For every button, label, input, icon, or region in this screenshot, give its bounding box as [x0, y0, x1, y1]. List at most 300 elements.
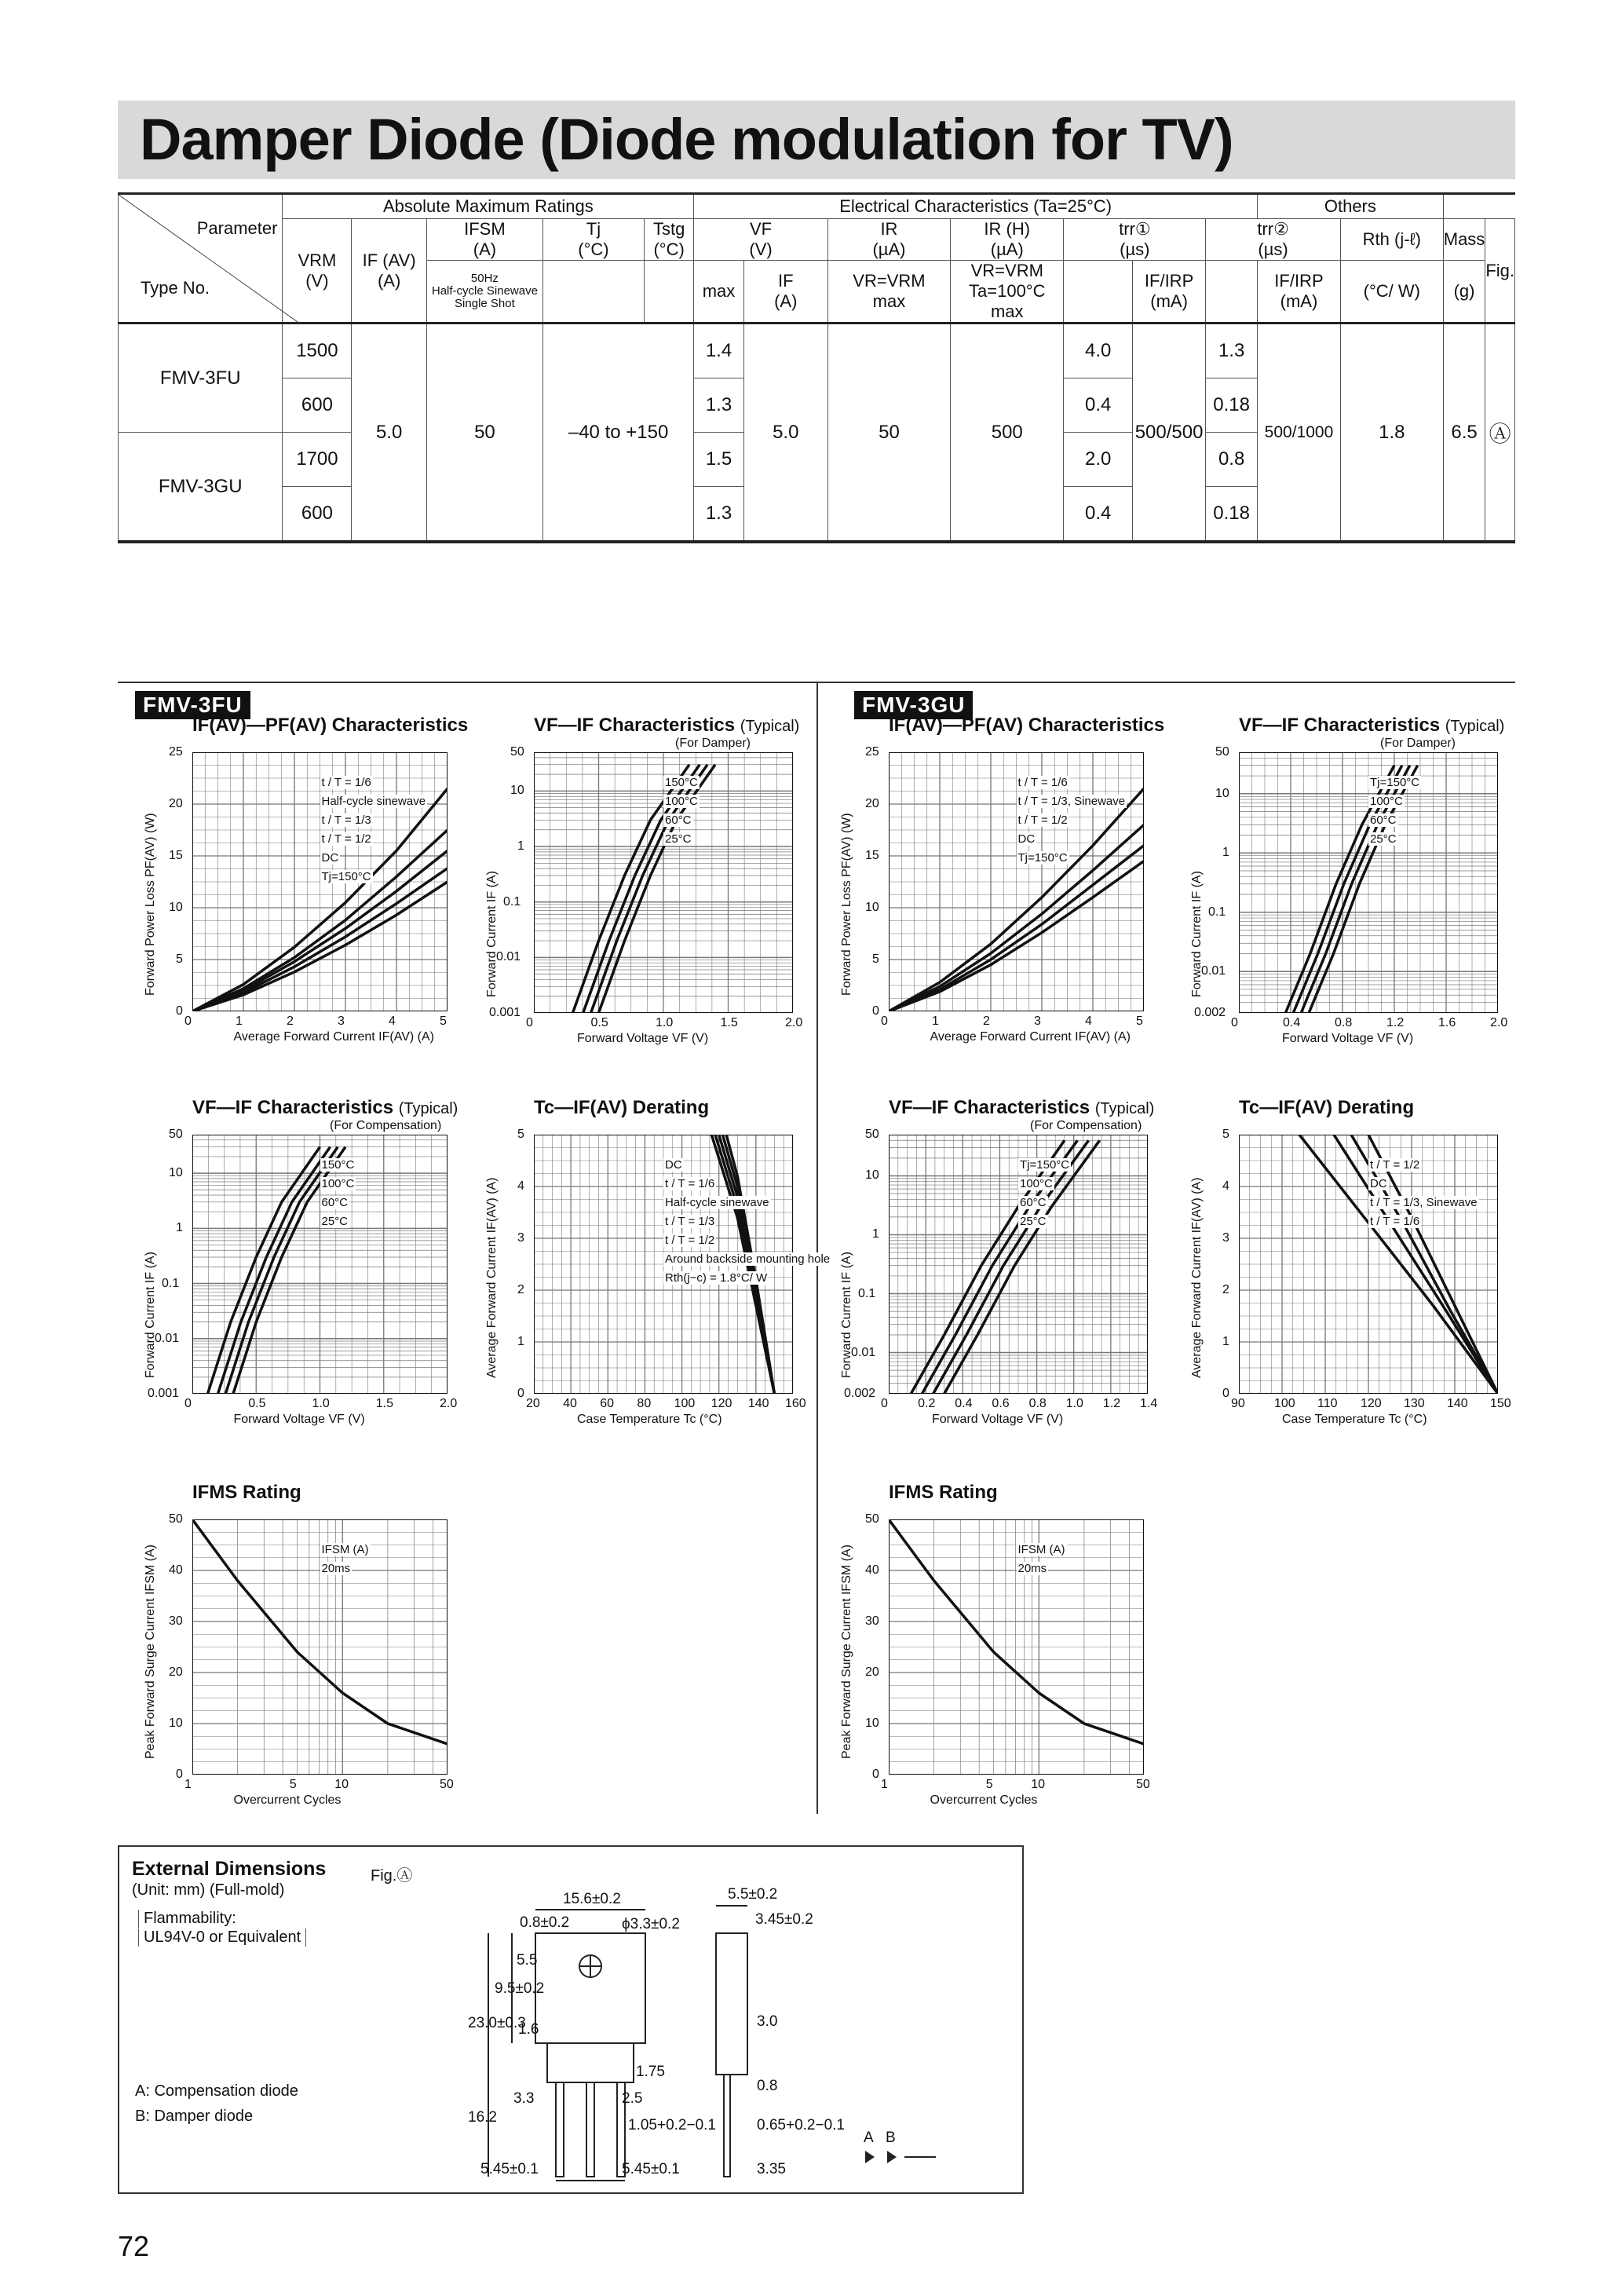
x-axis-label: Forward Voltage VF (V) [1282, 1032, 1414, 1045]
y-tick-label: 20 [865, 797, 879, 810]
y-tick-label: 0.001 [489, 1006, 521, 1019]
chart-gu-pf [889, 752, 1144, 1011]
diode-label: A [864, 2130, 874, 2146]
chart-title: IFMS Rating [192, 1482, 301, 1503]
x-tick-label: 0 [184, 1397, 192, 1410]
dim-label: 23.0±0.3 [468, 2015, 526, 2031]
y-tick-label: 50 [169, 1512, 183, 1526]
chart-annotation: 150°C [665, 776, 698, 789]
x-tick-label: 0.2 [918, 1397, 936, 1410]
chart-annotation: Half-cycle sinewave [665, 1196, 769, 1209]
x-tick-label: 0.4 [955, 1397, 973, 1410]
y-tick-label: 50 [510, 745, 524, 759]
dim-label: 3.35 [757, 2161, 786, 2177]
x-tick-label: 1.0 [312, 1397, 330, 1410]
chart-title-suffix: (Typical) [740, 718, 800, 735]
x-tick-label: 40 [563, 1397, 577, 1410]
hdr-irh-cond: VR=VRM Ta=100°C max [951, 261, 1064, 324]
y-tick-label: 4 [517, 1179, 524, 1193]
x-tick-label: 2 [983, 1015, 990, 1028]
dim-label: 3.0 [757, 2013, 778, 2030]
hdr-tj-blank [542, 261, 644, 324]
y-tick-label: 1 [1222, 846, 1229, 860]
y-tick-label: 1 [176, 1221, 183, 1235]
chart-subtitle: (For Damper) [675, 737, 751, 750]
x-axis-label: Case Temperature Tc (°C) [1282, 1413, 1427, 1426]
x-tick-label: 0.8 [1335, 1016, 1353, 1029]
chart-annotation: t / T = 1/2 [1017, 813, 1068, 827]
y-tick-label: 10 [865, 1168, 879, 1183]
y-tick-label: 15 [865, 849, 879, 862]
trr1-cell: 0.4 [1064, 487, 1132, 543]
x-tick-label: 110 [1317, 1397, 1338, 1410]
hdr-ifsm: IFSM (A) [426, 219, 542, 261]
chart-annotation: t / T = 1/6 [1370, 1215, 1420, 1228]
y-tick-label: 0.01 [1201, 964, 1226, 978]
chart-fu-ifsm [192, 1519, 448, 1775]
chart-annotation: 100°C [1370, 795, 1403, 808]
chart-annotation: t / T = 1/6 [665, 1177, 715, 1190]
chart-annotation: IFSM (A) [321, 1543, 369, 1556]
y-tick-label: 50 [169, 1128, 183, 1141]
vrm-cell: 600 [283, 487, 352, 543]
type-cell: FMV-3FU [119, 324, 283, 433]
chart-annotation: t / T = 1/2 [1370, 1158, 1420, 1172]
y-axis-label: Forward Power Loss PF(AV) (W) [840, 813, 853, 996]
chart-gu-ifsm [889, 1519, 1144, 1775]
x-tick-label: 0.8 [1028, 1397, 1047, 1410]
y-tick-label: 0 [517, 1387, 524, 1400]
ir-cell: 50 [827, 324, 950, 543]
ifav-cell: 5.0 [352, 324, 427, 543]
y-tick-label: 50 [865, 1128, 879, 1141]
chart-annotation: Rth(j−c) = 1.8°C/ W [665, 1271, 768, 1285]
chart-title-suffix: (Typical) [1094, 1100, 1155, 1117]
hdr-ifav: IF (AV) (A) [352, 219, 427, 324]
y-tick-label: 5 [872, 952, 879, 966]
x-tick-label: 5 [289, 1778, 297, 1791]
x-tick-label: 120 [1361, 1397, 1382, 1410]
hdr-trr1-blank [1064, 261, 1132, 324]
y-tick-label: 0 [176, 1768, 183, 1781]
y-tick-label: 25 [865, 745, 879, 759]
ext-legend-a: A: Compensation diode [135, 2082, 298, 2100]
x-tick-label: 10 [1031, 1778, 1046, 1791]
chart-annotation: t / T = 1/6 [1017, 776, 1068, 789]
param-type-header [119, 194, 283, 324]
y-tick-label: 0.1 [1208, 905, 1226, 919]
chart-annotation: t / T = 1/3, Sinewave [1017, 795, 1126, 808]
group-abs: Absolute Maximum Ratings [283, 194, 694, 219]
y-axis-label: Forward Current IF (A) [144, 1252, 157, 1378]
y-tick-label: 0.01 [155, 1331, 180, 1345]
x-tick-label: 0.5 [248, 1397, 266, 1410]
header-diagonal [119, 195, 298, 322]
package-lower-body [547, 2043, 634, 2082]
x-axis-label: Forward Voltage VF (V) [233, 1413, 365, 1426]
lead-1 [556, 2082, 564, 2177]
x-axis-label: Overcurrent Cycles [233, 1793, 342, 1807]
y-tick-label: 0.01 [496, 950, 521, 964]
x-tick-label: 0 [526, 1016, 533, 1029]
ext-heading: External Dimensions [132, 1858, 327, 1880]
diode-a-symbol [865, 2151, 875, 2163]
chart-annotation: 100°C [665, 795, 698, 808]
x-tick-label: 4 [1085, 1015, 1092, 1028]
x-tick-label: 1 [184, 1778, 192, 1791]
chart-annotation: 60°C [1370, 813, 1397, 827]
chart-annotation: 100°C [321, 1177, 355, 1190]
vrm-cell: 1700 [283, 433, 352, 487]
x-tick-label: 1 [932, 1015, 939, 1028]
trr1-cell: 4.0 [1064, 324, 1132, 378]
x-tick-label: 2.0 [1490, 1016, 1508, 1029]
chart-annotation: t / T = 1/6 [321, 776, 371, 789]
x-tick-label: 0 [1231, 1016, 1238, 1029]
chart-annotation: 20ms [1017, 1562, 1047, 1575]
spec-table [118, 192, 1515, 543]
x-tick-label: 0.5 [590, 1016, 608, 1029]
hdr-trr2-cond: IF/IRP (mA) [1258, 261, 1341, 324]
dim-label: 1.75 [636, 2064, 665, 2080]
x-tick-label: 1.5 [375, 1397, 393, 1410]
x-tick-label: 90 [1231, 1397, 1245, 1410]
y-tick-label: 25 [169, 745, 183, 759]
chart-annotation: 25°C [1020, 1215, 1047, 1228]
ext-flam2: UL94V-0 or Equivalent [138, 1929, 306, 1947]
chart-annotation: t / T = 1/2 [665, 1234, 715, 1247]
irh-cell: 500 [951, 324, 1064, 543]
x-tick-label: 4 [389, 1015, 396, 1028]
x-tick-label: 5 [440, 1015, 447, 1028]
hdr-mass: Mass [1443, 219, 1485, 261]
x-tick-label: 50 [1136, 1778, 1150, 1791]
x-tick-label: 80 [637, 1397, 652, 1410]
chart-annotation: Tj=150°C [1017, 851, 1068, 865]
chart-title-suffix: (Typical) [398, 1100, 458, 1117]
hdr-rth-unit: (°C/ W) [1340, 261, 1443, 324]
x-axis-label: Forward Voltage VF (V) [577, 1032, 709, 1045]
x-tick-label: 1 [236, 1015, 243, 1028]
y-tick-label: 40 [865, 1563, 879, 1577]
section-tag-gu: FMV-3GU [854, 691, 973, 719]
y-tick-label: 0.002 [844, 1387, 876, 1400]
y-tick-label: 3 [517, 1231, 524, 1245]
dim-label: 5.45±0.1 [622, 2161, 680, 2177]
y-tick-label: 10 [169, 1717, 183, 1730]
hdr-trr2: trr② (µs) [1206, 219, 1341, 261]
x-tick-label: 100 [674, 1397, 696, 1410]
x-tick-label: 160 [785, 1397, 806, 1410]
chart-annotation: 60°C [321, 1196, 349, 1209]
chart-fu-vf2 [192, 1135, 448, 1394]
param-label: Parameter [196, 218, 278, 238]
y-tick-label: 20 [169, 797, 183, 810]
y-tick-label: 40 [169, 1563, 183, 1577]
chart-title: VF—IF Characteristics (Typical) [534, 715, 800, 736]
x-tick-label: 5 [985, 1778, 993, 1791]
hdr-tstg-blank [645, 261, 694, 324]
x-tick-label: 1.0 [656, 1016, 674, 1029]
trr2-cell: 1.3 [1206, 324, 1258, 378]
y-tick-label: 0 [872, 1768, 879, 1781]
x-tick-label: 1 [881, 1778, 888, 1791]
hdr-mass-unit: (g) [1443, 261, 1485, 324]
hdr-vf-if: IF (A) [743, 261, 827, 324]
x-tick-label: 0 [881, 1397, 888, 1410]
chart-annotation: IFSM (A) [1017, 1543, 1065, 1556]
x-tick-label: 1.5 [720, 1016, 738, 1029]
chart-annotation: t / T = 1/3 [321, 813, 371, 827]
ext-fig-label: Fig.Ⓐ [371, 1867, 413, 1885]
x-tick-label: 0 [184, 1015, 192, 1028]
x-tick-label: 0.6 [992, 1397, 1010, 1410]
title-bar [118, 101, 1515, 179]
chart-title: Tc—IF(AV) Derating [1239, 1097, 1415, 1118]
x-tick-label: 20 [526, 1397, 540, 1410]
chart-annotation: 25°C [665, 832, 692, 846]
hdr-vf-max: max [694, 261, 743, 324]
y-axis-label: Peak Forward Surge Current IFSM (A) [840, 1545, 853, 1759]
chart-title-suffix: (Typical) [1445, 718, 1505, 735]
page-number: 72 [118, 2230, 150, 2262]
column-divider [816, 683, 818, 1814]
package-body-side [716, 1933, 747, 2075]
y-tick-label: 10 [865, 1717, 879, 1730]
chart-annotation: 60°C [665, 813, 692, 827]
hdr-trr2-blank [1206, 261, 1258, 324]
y-tick-label: 5 [176, 952, 183, 966]
x-tick-label: 130 [1404, 1397, 1425, 1410]
lead-2 [586, 2082, 594, 2177]
chart-annotation: 25°C [1370, 832, 1397, 846]
x-tick-label: 50 [440, 1778, 454, 1791]
y-tick-label: 0 [176, 1004, 183, 1018]
chart-title: IF(AV)—PF(AV) Characteristics [192, 715, 469, 736]
x-tick-label: 140 [747, 1397, 769, 1410]
y-tick-label: 0.1 [503, 894, 521, 909]
hdr-rth: Rth (j-ℓ) [1340, 219, 1443, 261]
vf-if-cell: 5.0 [743, 324, 827, 543]
chart-annotation: t / T = 1/3, Sinewave [1370, 1196, 1478, 1209]
table-row [119, 324, 1515, 378]
chart-title: IF(AV)—PF(AV) Characteristics [889, 715, 1165, 736]
x-tick-label: 2 [287, 1015, 294, 1028]
chart-subtitle: (For Compensation) [330, 1119, 442, 1132]
y-tick-label: 10 [169, 901, 183, 914]
y-tick-label: 5 [1222, 1128, 1229, 1141]
chart-annotation: DC [321, 851, 339, 865]
y-tick-label: 3 [1222, 1231, 1229, 1245]
chart-title: Tc—IF(AV) Derating [534, 1097, 710, 1118]
hdr-ifsm-note: 50Hz Half-cycle Sinewave Single Shot [426, 261, 542, 324]
vf-cell: 1.3 [694, 378, 743, 433]
trr2-cond-cell: 500/1000 [1258, 324, 1341, 543]
chart-title: VF—IF Characteristics (Typical) [1239, 715, 1505, 736]
y-axis-label: Average Forward Current IF(AV) (A) [485, 1177, 499, 1378]
vrm-cell: 600 [283, 378, 352, 433]
x-tick-label: 3 [338, 1015, 345, 1028]
x-tick-label: 2.0 [440, 1397, 458, 1410]
dim-label: 0.8±0.2 [520, 1914, 570, 1931]
y-tick-label: 0.1 [162, 1276, 180, 1290]
chart-subtitle: (For Damper) [1380, 737, 1456, 750]
package-drawing [119, 1847, 1022, 2192]
chart-annotation: Tj=150°C [321, 870, 371, 883]
dim-label: 2.5 [622, 2090, 643, 2107]
hdr-fig: Fig. [1485, 219, 1515, 324]
y-axis-label: Peak Forward Surge Current IFSM (A) [144, 1545, 157, 1759]
y-axis-label: Forward Power Loss PF(AV) (W) [144, 813, 157, 996]
rth-cell: 1.8 [1340, 324, 1443, 543]
chart-title: IFMS Rating [889, 1482, 998, 1503]
diode-b-symbol [887, 2151, 897, 2163]
x-tick-label: 3 [1034, 1015, 1041, 1028]
y-tick-label: 1 [1222, 1335, 1229, 1348]
x-tick-label: 1.2 [1102, 1397, 1121, 1410]
x-axis-label: Average Forward Current IF(AV) (A) [233, 1030, 434, 1044]
group-others: Others [1258, 194, 1444, 219]
vf-cell: 1.3 [694, 487, 743, 543]
y-tick-label: 30 [169, 1614, 183, 1628]
dim-label: 3.45±0.2 [755, 1911, 813, 1928]
chart-annotation: Tj=150°C [1020, 1158, 1070, 1172]
chart-annotation: Around backside mounting hole [665, 1252, 831, 1266]
vf-cell: 1.5 [694, 433, 743, 487]
y-tick-label: 10 [1215, 786, 1229, 800]
y-tick-label: 50 [1215, 745, 1229, 759]
dim-label: 5.5±0.2 [728, 1886, 778, 1903]
y-tick-label: 0 [872, 1004, 879, 1018]
dim-label: 1.6 [518, 2021, 539, 2038]
hdr-ir-cond: VR=VRM max [827, 261, 950, 324]
y-tick-label: 30 [865, 1614, 879, 1628]
y-tick-label: 0 [1222, 1387, 1229, 1400]
chart-gu-tc [1239, 1135, 1498, 1394]
chart-annotation: Tj=150°C [1370, 776, 1420, 789]
y-tick-label: 15 [169, 849, 183, 862]
group-elec: Electrical Characteristics (Ta=25°C) [694, 194, 1258, 219]
y-tick-label: 50 [865, 1512, 879, 1526]
y-tick-label: 1 [872, 1227, 879, 1241]
x-axis-label: Average Forward Current IF(AV) (A) [930, 1030, 1131, 1044]
x-axis-label: Case Temperature Tc (°C) [577, 1413, 722, 1426]
diode-label: B [886, 2130, 896, 2146]
y-tick-label: 20 [169, 1665, 183, 1679]
dim-label: 5.5 [517, 1952, 538, 1969]
chart-annotation: DC [1370, 1177, 1387, 1190]
y-axis-label: Forward Current IF (A) [1190, 871, 1204, 997]
chart-annotation: 20ms [321, 1562, 351, 1575]
x-tick-label: 10 [334, 1778, 349, 1791]
hdr-irh: IR (H) (µA) [951, 219, 1064, 261]
x-tick-label: 100 [1274, 1397, 1295, 1410]
y-tick-label: 0.002 [1194, 1006, 1226, 1019]
chart-annotation: 150°C [321, 1158, 355, 1172]
dim-label: 0.65+0.2−0.1 [757, 2117, 845, 2133]
y-tick-label: 10 [865, 901, 879, 914]
mass-cell: 6.5 [1443, 324, 1485, 543]
external-dimensions-box [118, 1845, 1024, 2194]
chart-annotation: Half-cycle sinewave [321, 795, 426, 808]
y-axis-label: Forward Current IF (A) [485, 871, 499, 997]
dim-label: 15.6±0.2 [563, 1891, 621, 1907]
hdr-ir: IR (µA) [827, 219, 950, 261]
hdr-vrm: VRM (V) [283, 219, 352, 324]
chart-gu-vf2 [889, 1135, 1148, 1394]
hdr-vf: VF (V) [694, 219, 828, 261]
type-label: Type No. [141, 278, 210, 298]
x-tick-label: 1.6 [1438, 1016, 1456, 1029]
y-tick-label: 10 [510, 784, 524, 798]
trr1-cond-cell: 500/500 [1132, 324, 1205, 543]
trr1-cell: 0.4 [1064, 378, 1132, 433]
chart-annotation: 25°C [321, 1215, 349, 1228]
dim-label: 16.2 [468, 2109, 497, 2126]
trr2-cell: 0.18 [1206, 487, 1258, 543]
x-tick-label: 120 [711, 1397, 732, 1410]
y-tick-label: 2 [517, 1283, 524, 1296]
chart-gu-vf1 [1239, 752, 1498, 1013]
dim-label: 0.8 [757, 2078, 778, 2094]
chart-title: VF—IF Characteristics (Typical) [192, 1097, 458, 1118]
ext-legend-b: B: Damper diode [135, 2108, 254, 2125]
y-tick-label: 4 [1222, 1179, 1229, 1193]
x-tick-label: 140 [1447, 1397, 1468, 1410]
y-tick-label: 0.01 [851, 1345, 876, 1359]
x-tick-label: 1.2 [1386, 1016, 1405, 1029]
chart-annotation: DC [1017, 832, 1036, 846]
y-tick-label: 1 [517, 839, 524, 854]
ifsm-cell: 50 [426, 324, 542, 543]
x-tick-label: 60 [600, 1397, 615, 1410]
hdr-trr1: trr① (µs) [1064, 219, 1206, 261]
x-axis-label: Forward Voltage VF (V) [932, 1413, 1064, 1426]
trr2-cell: 0.18 [1206, 378, 1258, 433]
x-tick-label: 2.0 [785, 1016, 803, 1029]
trr1-cell: 2.0 [1064, 433, 1132, 487]
chart-subtitle: (For Compensation) [1030, 1119, 1142, 1132]
side-lead [724, 2075, 730, 2177]
tj-tstg-cell: –40 to +150 [542, 324, 693, 543]
fig-cell: Ⓐ [1485, 324, 1515, 543]
x-tick-label: 150 [1490, 1397, 1511, 1410]
vf-cell: 1.4 [694, 324, 743, 378]
x-tick-label: 5 [1136, 1015, 1143, 1028]
y-tick-label: 0.1 [858, 1286, 876, 1300]
page-title: Damper Diode (Diode modulation for TV) [140, 107, 1233, 172]
y-tick-label: 20 [865, 1665, 879, 1679]
section-tag-fu: FMV-3FU [135, 691, 250, 719]
chart-annotation: 60°C [1020, 1196, 1047, 1209]
y-axis-label: Average Forward Current IF(AV) (A) [1190, 1177, 1204, 1378]
package-body-front [535, 1933, 645, 2043]
x-tick-label: 1.4 [1140, 1397, 1158, 1410]
chart-annotation: 100°C [1020, 1177, 1053, 1190]
y-tick-label: 0.001 [148, 1387, 180, 1400]
chart-title: VF—IF Characteristics (Typical) [889, 1097, 1155, 1118]
x-tick-label: 0.4 [1283, 1016, 1301, 1029]
chart-annotation: DC [665, 1158, 682, 1172]
chart-fu-vf1 [534, 752, 793, 1013]
x-tick-label: 1.0 [1065, 1397, 1083, 1410]
dim-label: 3.3 [513, 2090, 535, 2107]
y-tick-label: 2 [1222, 1283, 1229, 1296]
x-axis-label: Overcurrent Cycles [930, 1793, 1038, 1807]
ext-flam1: Flammability: [138, 1910, 236, 1928]
dim-label: ϕ3.3±0.2 [622, 1916, 680, 1932]
type-cell: FMV-3GU [119, 433, 283, 543]
